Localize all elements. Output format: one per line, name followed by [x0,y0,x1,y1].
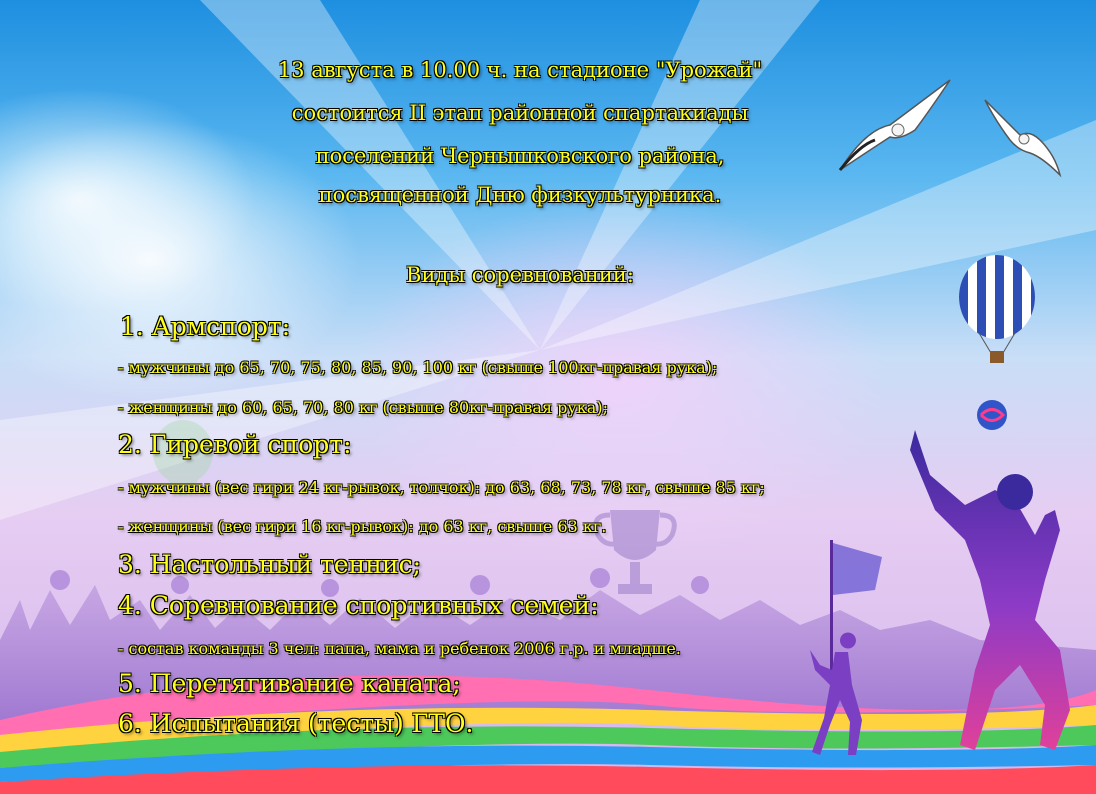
item-title: 6. Испытания (тесты) ГТО. [118,709,474,738]
item-detail: - состав команды 3 чел: папа, мама и ребенок 2006 г.р. и младше. [118,639,681,658]
header-line-4: посвященной Дню физкультурника. [318,183,722,207]
item-detail: - мужчины (вес гири 24 кг-рывок, толчок): до 63, 68, 73, 78 кг, свыше 85 кг; [118,478,765,497]
item-detail: - женщины до 60, 65, 70, 80 кг (свыше 80кг-правая рука); [118,398,608,417]
header-line-3: поселений Чернышковского района, [315,144,725,168]
header-line-1: 13 августа в 10.00 ч. на стадионе "Урожай" [277,58,763,82]
item-title: 1. Армспорт: [120,312,291,341]
header-line-2: состоится II этап районной спартакиады [291,101,749,125]
item-title: 5. Перетягивание каната; [118,669,461,698]
section-title: Виды соревнований: [406,263,634,287]
item-title: 4. Соревнование спортивных семей: [118,591,599,620]
item-detail: - женщины (вес гири 16 кг-рывок): до 63 кг, свыше 63 кг. [118,517,607,536]
volleyball-player-silhouette [895,420,1085,760]
item-title: 3. Настольный теннис; [118,550,422,579]
item-detail: - мужчины до 65, 70, 75, 80, 85, 90, 100 кг (свыше 100кг-правая рука); [118,358,718,377]
item-title: 2. Гиревой спорт: [118,430,352,459]
runner-silhouette [800,630,880,760]
